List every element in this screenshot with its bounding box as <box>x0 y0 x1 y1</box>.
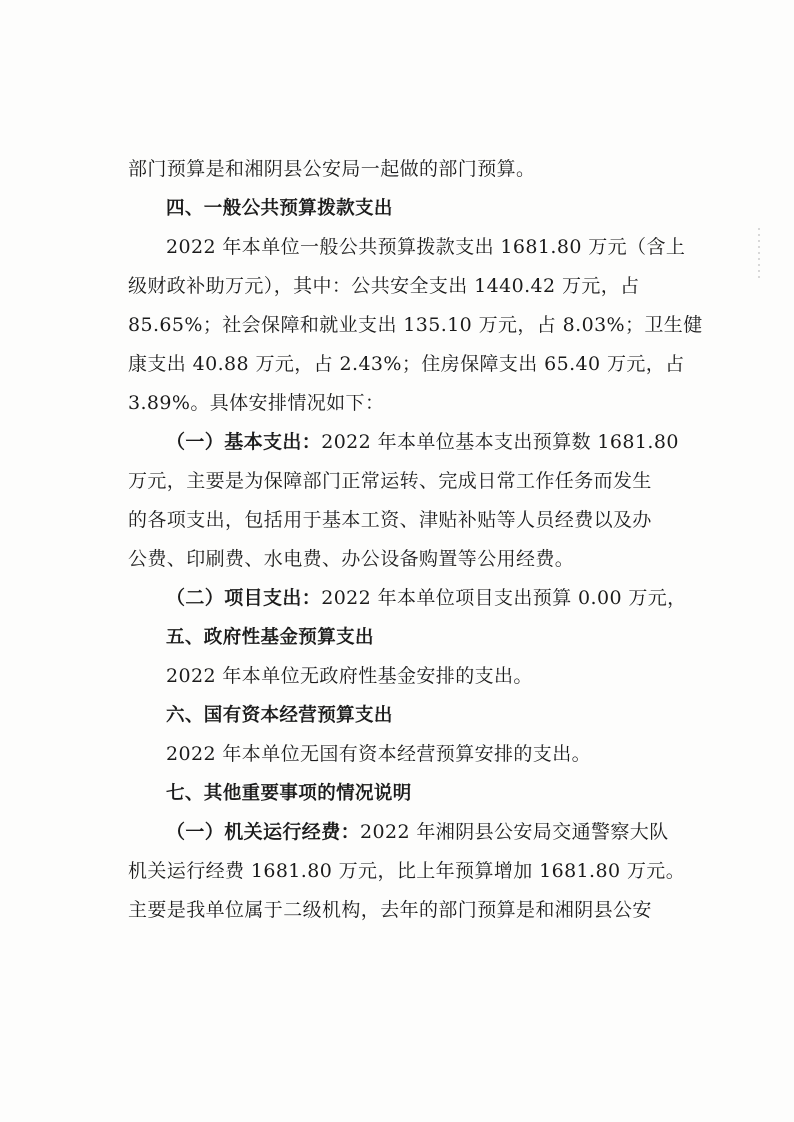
paragraph-line: 的各项支出，包括用于基本工资、津贴补贴等人员经费以及办 <box>128 509 652 531</box>
paragraph-line: 级财政补助万元），其中：公共安全支出 1440.42 万元，占 <box>128 275 640 297</box>
paragraph-operating-expenses <box>128 813 688 852</box>
basic-expenditure-text: 2022 年本单位基本支出预算数 1681.80 <box>321 431 679 453</box>
scan-artifact <box>758 228 760 278</box>
section-heading-state-capital: 六、国有资本经营预算支出 <box>166 705 393 726</box>
paragraph-line: 2022 年本单位一般公共预算拨款支出 1681.80 万元（含上 <box>166 236 686 258</box>
section-heading-government-fund: 五、政府性基金预算支出 <box>166 627 374 648</box>
paragraph-line: 2022 年本单位无政府性基金安排的支出。 <box>166 665 533 687</box>
paragraph-line: 2022 年本单位无国有资本经营预算安排的支出。 <box>166 743 591 765</box>
paragraph-line: 公费、印刷费、水电费、办公设备购置等公用经费。 <box>128 548 575 570</box>
project-expenditure-text: 2022 年本单位项目支出预算 0.00 万元， <box>321 587 687 609</box>
paragraph-project-expenditure <box>128 579 688 618</box>
paragraph-line: 万元，主要是为保障部门正常运转、完成日常工作任务而发生 <box>128 470 652 492</box>
paragraph-line: 机关运行经费 1681.80 万元，比上年预算增加 1681.80 万元。 <box>128 860 686 882</box>
paragraph-line: 康支出 40.88 万元，占 2.43%；住房保障支出 65.40 万元，占 <box>128 353 685 375</box>
paragraph-line: 3.89%。具体安排情况如下： <box>128 392 385 414</box>
basic-expenditure-label: （一）基本支出： <box>166 431 322 453</box>
paragraph-line: 85.65%；社会保障和就业支出 135.10 万元，占 8.03%；卫生健 <box>128 314 703 336</box>
document-body <box>128 150 703 930</box>
section-heading-general-public-budget: 四、一般公共预算拨款支出 <box>166 198 393 219</box>
section-heading-other-matters: 七、其他重要事项的情况说明 <box>166 783 412 804</box>
paragraph-line-continuation: 部门预算是和湘阴县公安局一起做的部门预算。 <box>128 158 536 180</box>
operating-expenses-label: （一）机关运行经费： <box>166 821 361 843</box>
operating-expenses-text: 2022 年湘阴县公安局交通警察大队 <box>360 821 669 843</box>
paragraph-line: 主要是我单位属于二级机构，去年的部门预算是和湘阴县公安 <box>128 899 652 921</box>
project-expenditure-label: （二）项目支出： <box>166 587 322 609</box>
paragraph-basic-expenditure <box>128 423 688 462</box>
